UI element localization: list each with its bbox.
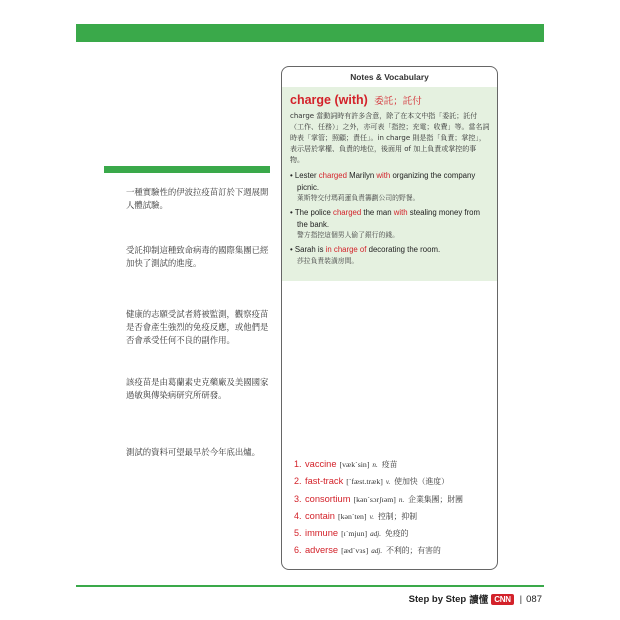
vocab-item bbox=[294, 528, 463, 545]
example-translation-3: 莎拉負責裝潢房間。 bbox=[297, 256, 359, 265]
vocab-part-of-speech: adj. bbox=[371, 547, 383, 556]
top-green-bar bbox=[76, 24, 544, 42]
headword-translation: 委託；託付 bbox=[374, 96, 422, 107]
vocab-phonetic: [vækˋsin] bbox=[339, 460, 370, 469]
translation-paragraph-4: 該疫苗是由葛蘭素史克藥廠及美國國家過敏與傳染病研究所研發。 bbox=[126, 377, 269, 400]
vocab-number: 1. bbox=[294, 459, 302, 469]
vocab-phonetic: [kənˋten] bbox=[337, 511, 367, 521]
vocab-meaning: 疫苗 bbox=[381, 460, 398, 469]
page-footer bbox=[409, 592, 542, 606]
example-highlight: in charge of bbox=[325, 245, 367, 254]
vocab-part-of-speech: v. bbox=[369, 512, 375, 521]
example-text: Sarah is bbox=[294, 245, 326, 254]
vocab-word: fast-track bbox=[305, 476, 344, 487]
notes-vocabulary-box bbox=[281, 66, 498, 570]
vocab-item bbox=[294, 511, 463, 528]
vocab-number: 2. bbox=[294, 476, 302, 487]
example-sentence-3: • Sarah is in charge of decorating the room. bbox=[290, 245, 441, 254]
headword-explanation: charge 當動詞時有許多含意，除了在本文中指「委託；託付（工作、任務）」之外，亦可表「指控；充電；收費」等。當名詞時表「掌管；照顧；責任」。in charge 則是指「負責；掌控」，表示居於掌權、負責的地位，後面用 of 加上負責或掌控的事物。 bbox=[290, 112, 490, 164]
example-text: decorating the room. bbox=[366, 245, 441, 254]
vocab-meaning: 使加快（進度） bbox=[394, 477, 449, 487]
vocab-part-of-speech: adj. bbox=[370, 530, 382, 539]
headword-line bbox=[290, 93, 490, 107]
vocab-phonetic: [ædˋvɜs] bbox=[341, 546, 369, 556]
vocab-word: adverse bbox=[305, 545, 339, 556]
example-text: stealing money from the bank. bbox=[297, 208, 480, 229]
example-highlight: with bbox=[376, 171, 391, 180]
vocab-number: 3. bbox=[294, 493, 302, 504]
vocab-word: immune bbox=[305, 528, 339, 539]
vocab-part-of-speech: n. bbox=[372, 461, 378, 469]
vocab-part-of-speech: v. bbox=[385, 478, 391, 487]
vocab-number: 6. bbox=[294, 545, 302, 556]
vocab-item bbox=[294, 459, 463, 476]
example-text: Lester bbox=[294, 171, 319, 180]
vocab-word: contain bbox=[305, 510, 335, 521]
series-subtitle: 讀懂 bbox=[469, 595, 489, 606]
vocabulary-list bbox=[294, 459, 463, 563]
translation-paragraph-1: 一種實驗性的伊波拉疫苗訂於下週展開人體試驗。 bbox=[126, 187, 269, 210]
vocab-meaning: 不利的；有害的 bbox=[386, 546, 441, 556]
left-green-bar bbox=[104, 166, 270, 173]
page-number: 087 bbox=[526, 593, 542, 605]
example-translation-1: 萊斯特交付瑪莉蓮負責籌劃公司的野餐。 bbox=[297, 194, 420, 202]
vocab-word: consortium bbox=[305, 493, 351, 504]
vocab-phonetic: [ˋfæst.træk] bbox=[346, 477, 383, 487]
vocab-meaning: 免疫的 bbox=[385, 529, 409, 539]
vocab-item bbox=[294, 476, 463, 493]
notes-header: Notes & Vocabulary bbox=[350, 72, 429, 82]
vocab-meaning: 企業集團；財團 bbox=[408, 494, 463, 504]
translation-paragraph-3: 健康的志願受試者將被監測，觀察疫苗是否會產生強烈的免疫反應，或他們是否會承受任何不良的副作用。 bbox=[126, 309, 269, 345]
example-highlight: charged bbox=[318, 171, 347, 180]
vocab-item bbox=[294, 545, 463, 562]
footer-separator: | bbox=[519, 593, 523, 605]
cnn-logo: CNN bbox=[491, 594, 513, 605]
example-text: The police bbox=[294, 208, 334, 217]
example-text: Marilyn bbox=[346, 171, 377, 180]
vocab-number: 4. bbox=[294, 510, 302, 521]
example-sentence-2: • The police charged the man with stealing money from the bank. bbox=[290, 208, 480, 229]
series-title: Step by Step bbox=[408, 593, 467, 605]
example-text: the man bbox=[361, 208, 394, 217]
notes-panel bbox=[282, 87, 497, 281]
vocab-phonetic: [ɪˋmjun] bbox=[341, 529, 368, 539]
example-highlight: with bbox=[393, 208, 408, 217]
headword: charge (with) bbox=[290, 93, 368, 107]
bottom-green-line bbox=[76, 585, 544, 587]
translation-paragraph-5: 測試的資料可望最早於今年底出爐。 bbox=[126, 447, 260, 457]
example-sentence-1: • Lester charged Marilyn with organizing the company picnic. bbox=[290, 171, 476, 192]
example-translation-2: 警方指控這個男人偷了銀行的錢。 bbox=[297, 231, 399, 239]
vocab-phonetic: [kənˋsɔrʃɪəm] bbox=[353, 494, 396, 504]
translation-paragraph-2: 受託抑制這種致命病毒的國際集團已經加快了測試的進度。 bbox=[126, 245, 269, 268]
vocab-word: vaccine bbox=[305, 459, 337, 469]
vocab-meaning: 控制；抑制 bbox=[378, 511, 417, 521]
vocab-item bbox=[294, 494, 463, 511]
vocab-part-of-speech: n. bbox=[398, 495, 405, 504]
example-text: organizing the company picnic. bbox=[297, 171, 476, 192]
example-highlight: charged bbox=[333, 208, 362, 217]
vocab-number: 5. bbox=[294, 528, 302, 539]
